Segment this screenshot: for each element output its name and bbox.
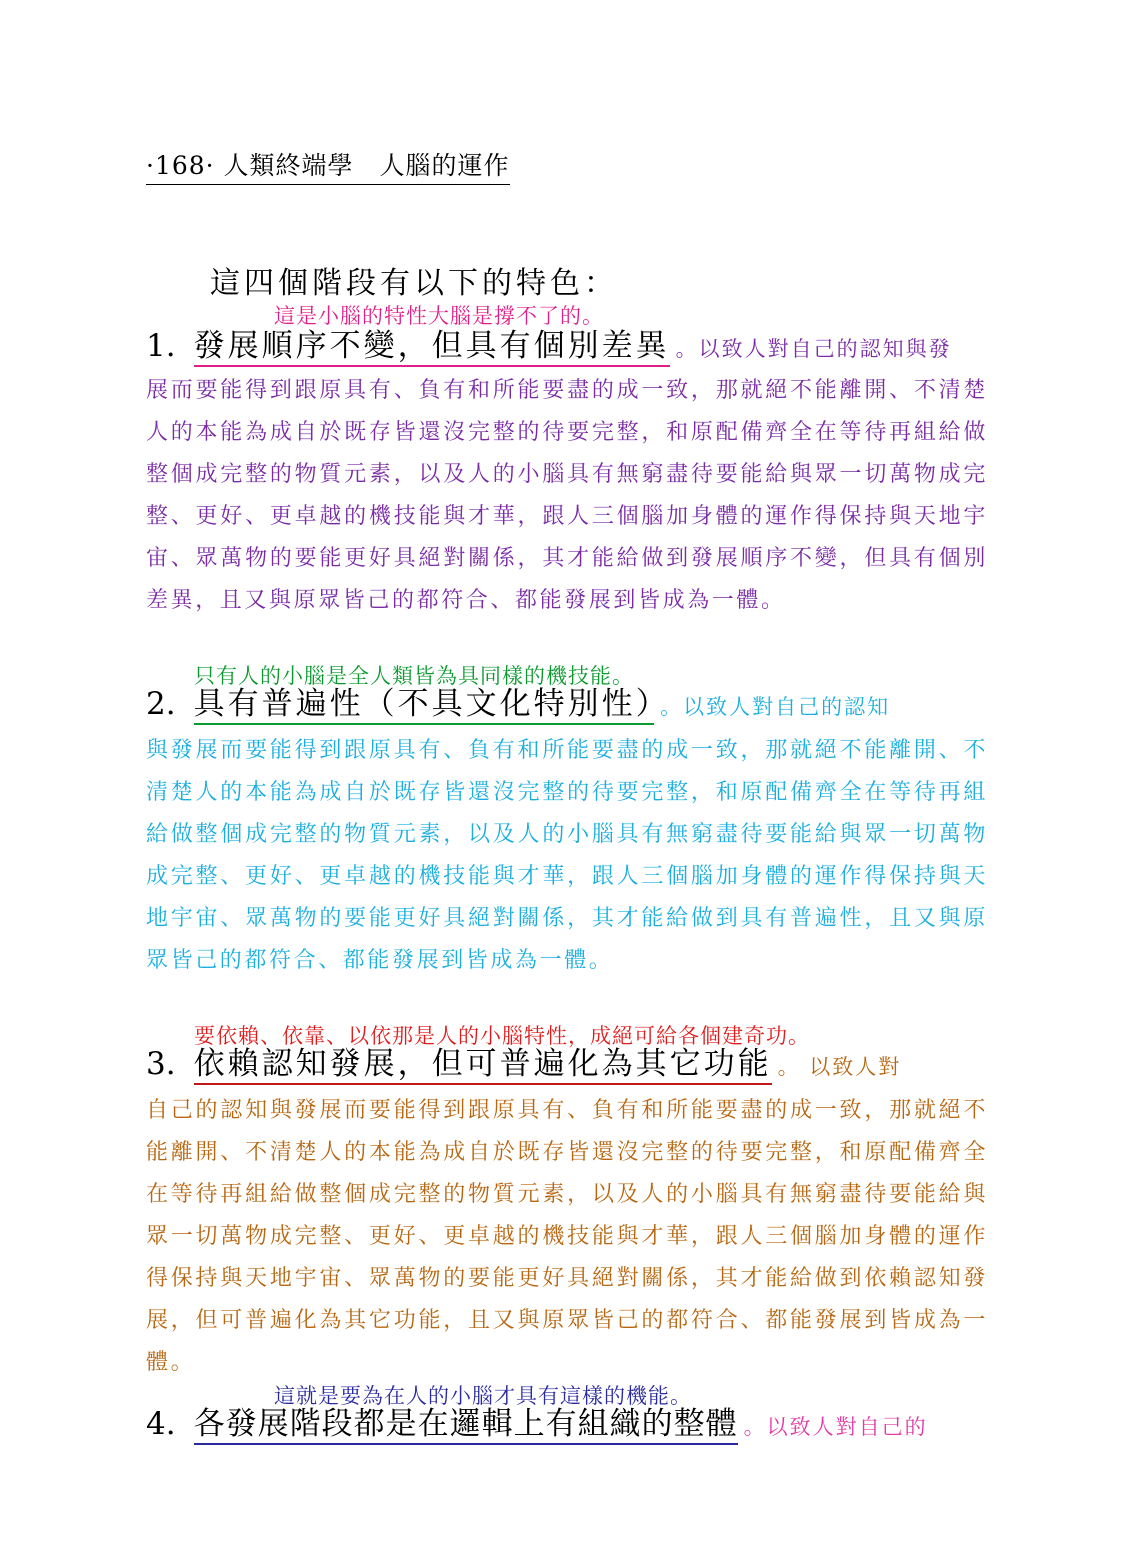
section-4-title: 各發展階段都是在邏輯上有組織的整體 [194,1406,738,1445]
section-3-title: 依賴認知發展，但可普遍化為其它功能 [194,1046,772,1085]
section-3-body: 自己的認知與發展而要能得到跟原具有、負有和所能要盡的成一致，那就絕不能離開、不清楚人的本能為成自於既存皆還沒完整的待要完整，和原配備齊全在等待再組給做整個成完整的物質元素，以及人的小腦具有無窮盡待要能給與眾一切萬物成完整、更好、更卓越的機技能與才華，跟人三個腦加身體的運作得保持與天地宇宙、眾萬物的要能更好具絕對關係，其才能給做到依賴認知發展，但可普遍化為其它功能，且又與原眾皆己的都符合、都能發展到皆成為一體。 [146,1098,988,1375]
section-2-number: 2. [146,686,176,722]
section-1-number: 1. [146,328,176,364]
annotation-3: 要依賴、依靠、以依那是人的小腦特性，成絕可給各個建奇功。 [194,1024,810,1048]
section-1-lead: 。以致人對自己的認知與發 [675,337,952,361]
section-3-heading [146,1044,901,1087]
annotation-4: 這就是要為在人的小腦才具有這樣的機能。 [274,1384,692,1408]
section-2-body: 與發展而要能得到跟原具有、負有和所能要盡的成一致，那就絕不能離開、不清楚人的本能為成自於既存皆還沒完整的待要完整，和原配備齊全在等待再組給做整個成完整的物質元素，以及人的小腦具有無窮盡待要能給與眾一切萬物成完整、更好、更卓越的機技能與才華，跟人三個腦加身體的運作得保持與天地宇宙、眾萬物的要能更好具絕對關係，其才能給做到具有普遍性，且又與原眾皆己的都符合、都能發展到皆成為一體。 [146,738,988,973]
section-4-lead: 。以致人對自己的 [743,1415,928,1439]
section-4-heading [146,1404,928,1447]
section-1-title: 發展順序不變，但具有個別差異 [194,328,670,367]
page-header: ·168· 人類終端學 人腦的運作 [146,146,510,185]
section-3-lead: 。 以致人對 [777,1055,902,1079]
section-1-heading [146,326,952,369]
intro-heading: 這四個階段有以下的特色： [210,266,618,301]
section-2-heading [146,684,890,727]
section-1-body: 展而要能得到跟原具有、負有和所能要盡的成一致，那就絕不能離開、不清楚人的本能為成自於既存皆還沒完整的待要完整，和原配備齊全在等待再組給做整個成完整的物質元素，以及人的小腦具有無窮盡待要能給與眾一切萬物成完整、更好、更卓越的機技能與才華，跟人三個腦加身體的運作得保持與天地宇宙、眾萬物的要能更好具絕對關係，其才能給做到發展順序不變，但具有個別差異，且又與原眾皆己的都符合、都能發展到皆成為一體。 [146,378,988,613]
section-3-number: 3. [146,1046,176,1082]
section-4-number: 4. [146,1406,176,1442]
section-2-title: 具有普遍性（不具文化特別性） [194,686,655,725]
section-2-lead: 。以致人對自己的認知 [660,695,891,719]
annotation-1: 這是小腦的特性大腦是撐不了的。 [274,304,604,328]
annotation-2: 只有人的小腦是全人類皆為具同樣的機技能。 [194,664,634,688]
